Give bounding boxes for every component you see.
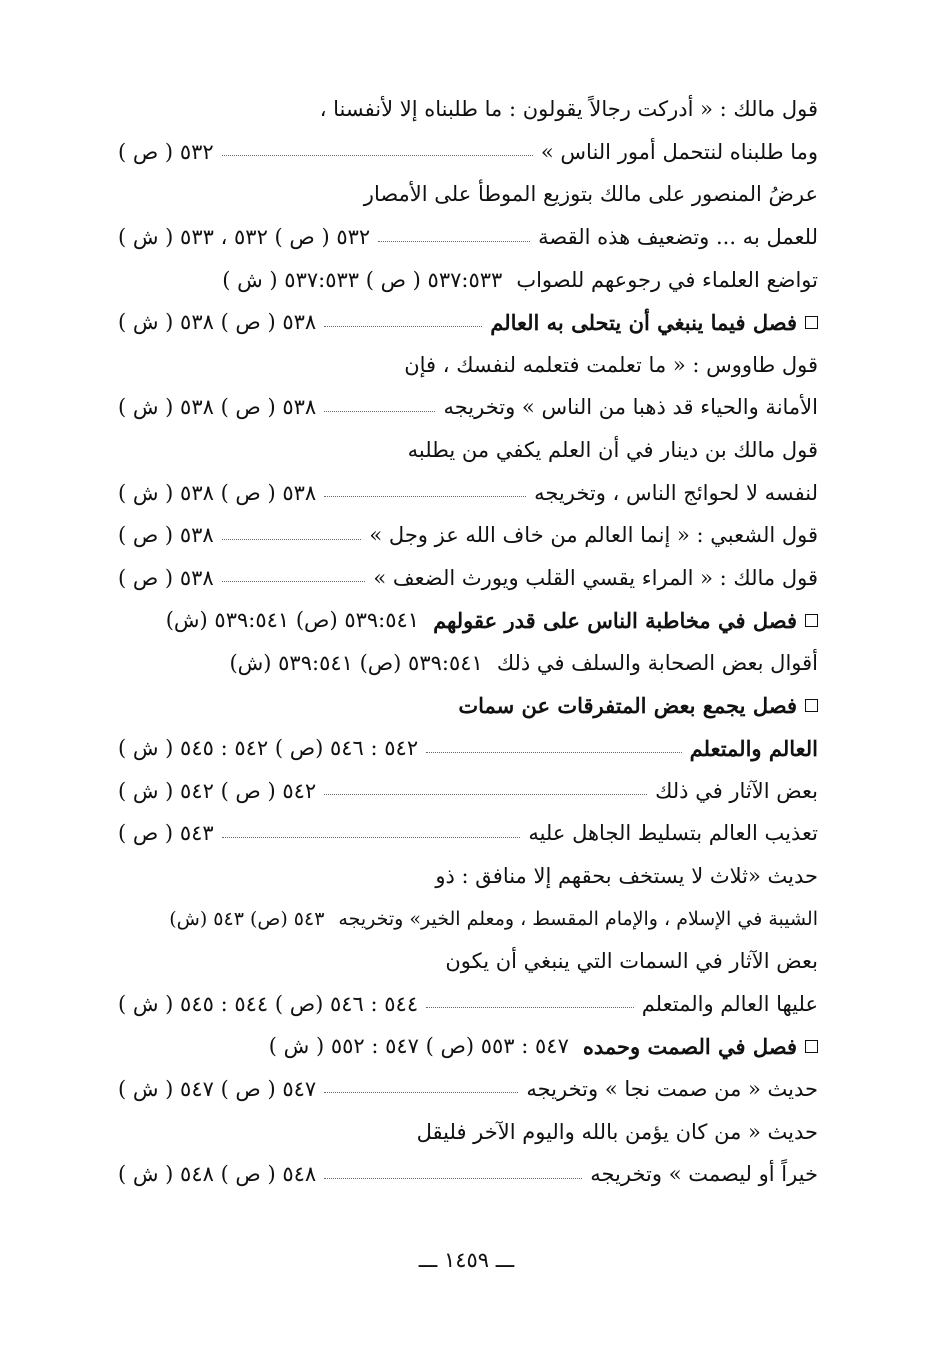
section-heading-line [118,1025,818,1068]
entry-text: تواضع العلماء في رجوعهم للصواب [516,267,818,292]
leader-dots [222,155,533,156]
index-line [118,1068,818,1111]
entry-text: حديث «ثلاث لا يستخف بحقهم إلا منافق : ذو [435,863,818,888]
page-reference: ٥٤٧ ( ص ) ٥٤٧ ( ش ) [118,1076,317,1101]
section-heading: فصل فيما ينبغي أن يتحلى به العالم [490,309,797,335]
leader-dots [324,411,435,412]
entry-text: قول مالك : « أدركت رجالاً يقولون : ما طلبناه إلا لأنفسنا ، [319,97,818,122]
section-box-icon [805,614,818,627]
section-heading-line [118,301,818,344]
entry-text: أقوال بعض الصحابة والسلف في ذلك [496,651,818,676]
entry-text: قول الشعبي : « إنما العالم من خاف الله عز وجل » [369,523,818,548]
leader-dots [324,326,482,327]
index-line [118,982,818,1025]
page-reference: ٥٣٢ ( ص ) [118,139,214,164]
section-box-icon [805,699,818,712]
index-line [118,940,818,983]
page-reference: ٥٣٧:٥٣٣ ( ص ) ٥٣٧:٥٣٣ ( ش ) [222,267,503,292]
page-reference: ٥٤٨ ( ص ) ٥٤٨ ( ش ) [118,1162,317,1187]
entry-text: بعض الآثار في السمات التي ينبغي أن يكون [445,949,818,974]
index-line [118,557,818,600]
page-reference: ٥٤٢ ( ص ) ٥٤٢ ( ش ) [118,778,317,803]
page-reference: ٥٤٧ : ٥٥٣ (ص ) ٥٤٧ : ٥٥٢ ( ش ) [268,1034,569,1059]
section-heading-continued: العالم والمتعلم [689,735,818,761]
leader-dots [324,496,526,497]
page-reference: ٥٤٢ : ٥٤٦ (ص ) ٥٤٢ : ٥٤٥ ( ش ) [118,736,419,761]
entry-text: حديث « من كان يؤمن بالله واليوم الآخر فليقل [416,1119,818,1144]
page-reference: ٥٣٩:٥٤١ (ص) ٥٣٩:٥٤١ (ش) [165,608,420,633]
page-reference: ٥٣٢ ( ص ) ٥٣٢ ، ٥٣٣ ( ش ) [118,225,371,250]
index-line [118,514,818,557]
index-line [118,386,818,429]
index-line [118,1153,818,1196]
section-box-icon [805,1040,818,1053]
index-line [118,216,818,259]
page-reference: ٥٤٣ (ص) ٥٤٣ (ش) [169,907,325,930]
entry-text: حديث « من صمت نجا » وتخريجه [526,1076,818,1101]
index-line [118,131,818,174]
leader-dots [222,581,366,582]
entry-text: خيراً أو ليصمت » وتخريجه [590,1162,818,1187]
entry-text: قول طاووس : « ما تعلمت فتعلمه لنفسك ، فإن [404,352,818,377]
index-line [118,770,818,813]
entry-text: عليها العالم والمتعلم [641,991,818,1016]
index-line [118,727,818,770]
entry-text: وما طلبناه لنتحمل أمور الناس » [540,139,818,164]
leader-dots [378,241,530,242]
page-reference: ٥٣٩:٥٤١ (ص) ٥٣٩:٥٤١ (ش) [229,651,483,676]
index-line [118,344,818,387]
page-reference: ٥٤٣ ( ص ) [118,821,214,846]
leader-dots [426,752,682,753]
section-heading-line [118,599,818,642]
page-reference: ٥٣٨ ( ص ) [118,565,214,590]
entry-text: عرضُ المنصور على مالك بتوزيع الموطأ على الأمصار [363,182,818,207]
entry-text: الأمانة والحياء قد ذهبا من الناس » وتخريجه [443,395,818,420]
index-line [118,897,818,940]
entry-text: قول مالك بن دينار في أن العلم يكفي من يطلبه [407,438,818,463]
entry-text: الشيبة في الإسلام ، والإمام المقسط ، ومعلم الخير» وتخريجه [338,907,818,930]
section-heading: فصل في مخاطبة الناس على قدر عقولهم [433,607,797,633]
leader-dots [426,1007,634,1008]
leader-dots [324,1178,582,1179]
index-line [118,855,818,898]
leader-dots [222,837,521,838]
index-line [118,1110,818,1153]
index-line [118,471,818,514]
page-reference: ٥٣٨ ( ص ) ٥٣٨ ( ش ) [118,395,317,420]
entry-text: تعذيب العالم بتسليط الجاهل عليه [528,821,818,846]
index-page [118,88,818,1195]
leader-dots [324,1092,518,1093]
page-reference: ٥٣٨ ( ص ) ٥٣٨ ( ش ) [118,480,317,505]
section-heading: فصل في الصمت وحمده [582,1033,797,1059]
index-line [118,812,818,855]
index-line [118,88,818,131]
leader-dots [324,794,647,795]
leader-dots [222,539,362,540]
entry-text: قول مالك : « المراء يقسي القلب ويورث الضعف » [373,565,818,590]
section-box-icon [805,316,818,329]
page-reference: ٥٤٤ : ٥٤٦ (ص ) ٥٤٤ : ٥٤٥ ( ش ) [118,991,419,1016]
index-line [118,173,818,216]
index-line [118,642,818,685]
section-heading: فصل يجمع بعض المتفرقات عن سمات [458,693,797,719]
entry-text: بعض الآثار في ذلك [655,778,818,803]
page-number: ـــ ١٤٥٩ ـــ [418,1248,515,1272]
index-line [118,258,818,301]
page-reference: ٥٣٨ ( ص ) ٥٣٨ ( ش ) [118,310,317,335]
index-line [118,429,818,472]
page-reference: ٥٣٨ ( ص ) [118,523,214,548]
section-heading-line [118,684,818,727]
entry-text: للعمل به ... وتضعيف هذه القصة [538,225,818,250]
entry-text: لنفسه لا لحوائج الناس ، وتخريجه [534,480,818,505]
